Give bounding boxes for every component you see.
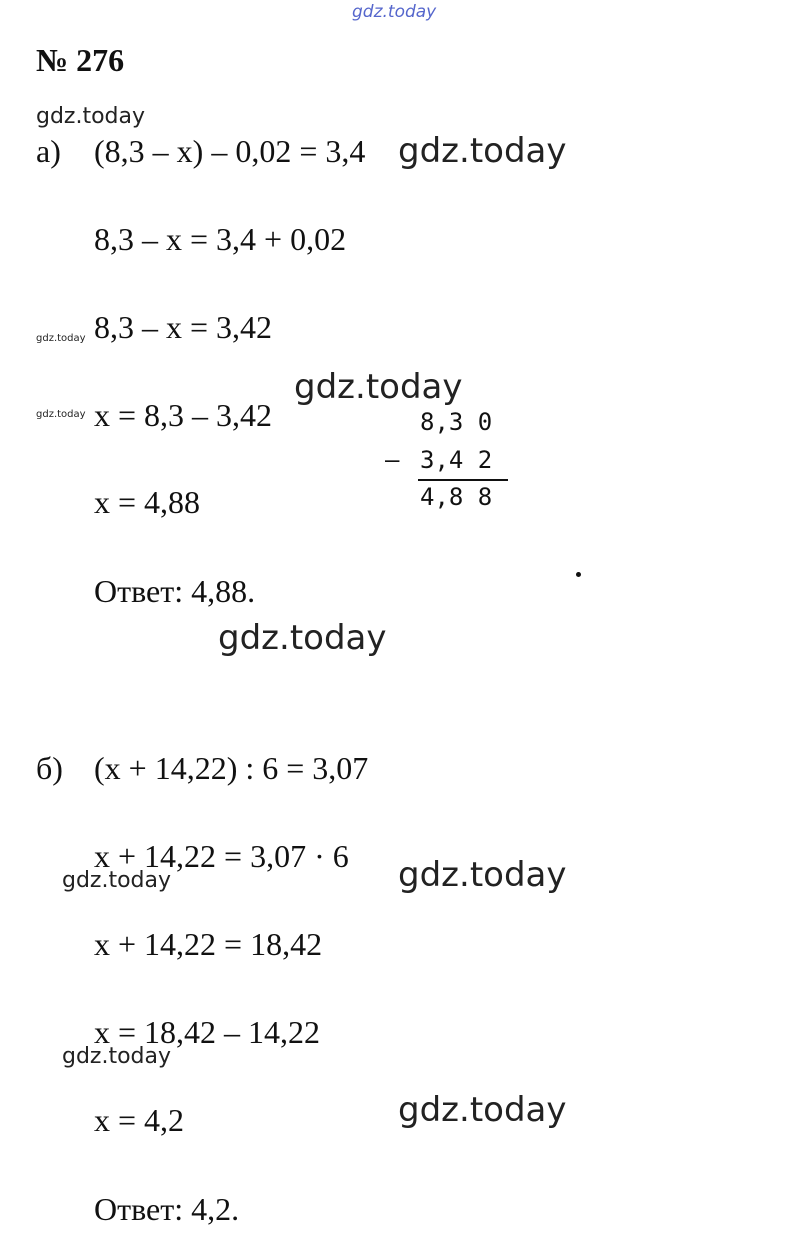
part-b-line-5: x = 4,2 (94, 1102, 185, 1138)
part-b-label: б) (36, 750, 63, 786)
watermark-top: gdz.today (352, 2, 437, 22)
part-a-line-3: 8,3 – x = 3,42 (94, 309, 273, 345)
part-a-label: а) (36, 133, 61, 169)
watermark: gdz.today (218, 618, 387, 658)
column-minus-sign: – (385, 446, 400, 474)
watermark: gdz.today (398, 1090, 567, 1130)
part-a-answer: Ответ: 4,88. (94, 573, 256, 609)
part-a-line-5: x = 4,88 (94, 484, 201, 520)
problem-number: № 276 (36, 42, 125, 78)
watermark: gdz.today (36, 104, 146, 129)
part-a-line-4: x = 8,3 – 3,42 (94, 397, 273, 433)
part-a-line-1: (8,3 – x) – 0,02 = 3,4 (94, 133, 366, 169)
watermark: gdz.today (62, 1044, 172, 1069)
part-b-line-1: (x + 14,22) : 6 = 3,07 (94, 750, 369, 786)
watermark: gdz.today (398, 855, 567, 895)
part-b-answer: Ответ: 4,2. (94, 1191, 240, 1227)
column-difference: 4,8 8 (420, 483, 493, 511)
watermark: gdz.today (398, 131, 567, 171)
watermark: gdz.today (36, 409, 86, 420)
part-b-line-3: x + 14,22 = 18,42 (94, 926, 323, 962)
watermark: gdz.today (62, 868, 172, 893)
watermark: gdz.today (36, 333, 86, 344)
part-b-line-4: x = 18,42 – 14,22 (94, 1014, 321, 1050)
dot-mark (576, 572, 581, 577)
part-a-line-2: 8,3 – x = 3,4 + 0,02 (94, 221, 347, 257)
part-b-line-2: x + 14,22 = 3,07 · 6 (94, 838, 349, 874)
column-rule (418, 479, 508, 481)
column-minuend: 8,3 0 (420, 408, 493, 436)
watermark: gdz.today (294, 367, 463, 407)
column-subtrahend: 3,4 2 (420, 446, 493, 474)
